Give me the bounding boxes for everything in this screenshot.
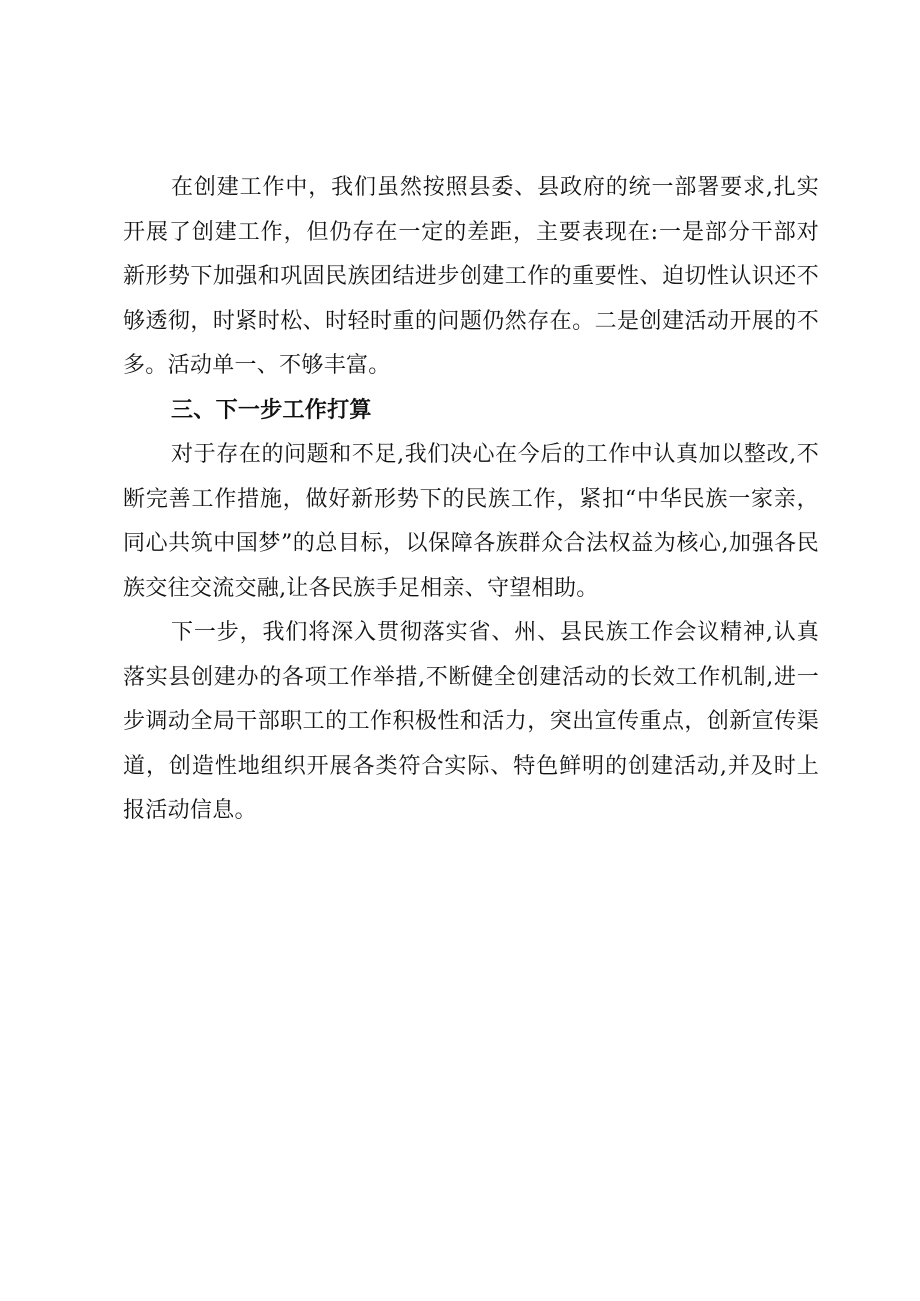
section-heading-next-steps: 三、下一步工作打算 xyxy=(171,397,372,423)
paragraph-shortcomings: 在创建工作中，我们虽然按照县委、县政府的统一部署要求,扎实开展了创建工作，但仍存在一定的差距，主要表现在:一是部分干部对新形势下加强和巩固民族团结进步创建工作的重要性、迫切性认识还不够透彻，时紧时松、时轻时重的问题仍然存在。二是创建活动开展的不多。活动单一、不够丰富。 xyxy=(123,175,819,378)
document-body xyxy=(123,166,819,834)
paragraph-next-step-plan: 下一步，我们将深入贯彻落实省、州、县民族工作会议精神,认真落实县创建办的各项工作举措,不断健全创建活动的长效工作机制,进一步调动全局干部职工的工作积极性和活力，突出宣传重点，创新宣传渠道，创造性地组织开展各类符合实际、特色鲜明的创建活动,并及时上报活动信息。 xyxy=(123,620,819,823)
paragraph-rectification: 对于存在的问题和不足,我们决心在今后的工作中认真加以整改,不断完善工作措施，做好新形势下的民族工作，紧扣“中华民族一家亲，同心共筑中国梦”的总目标，以保障各族群众合法权益为核心,加强各民族交往交流交融,让各民族手足相亲、守望相助。 xyxy=(123,442,819,601)
